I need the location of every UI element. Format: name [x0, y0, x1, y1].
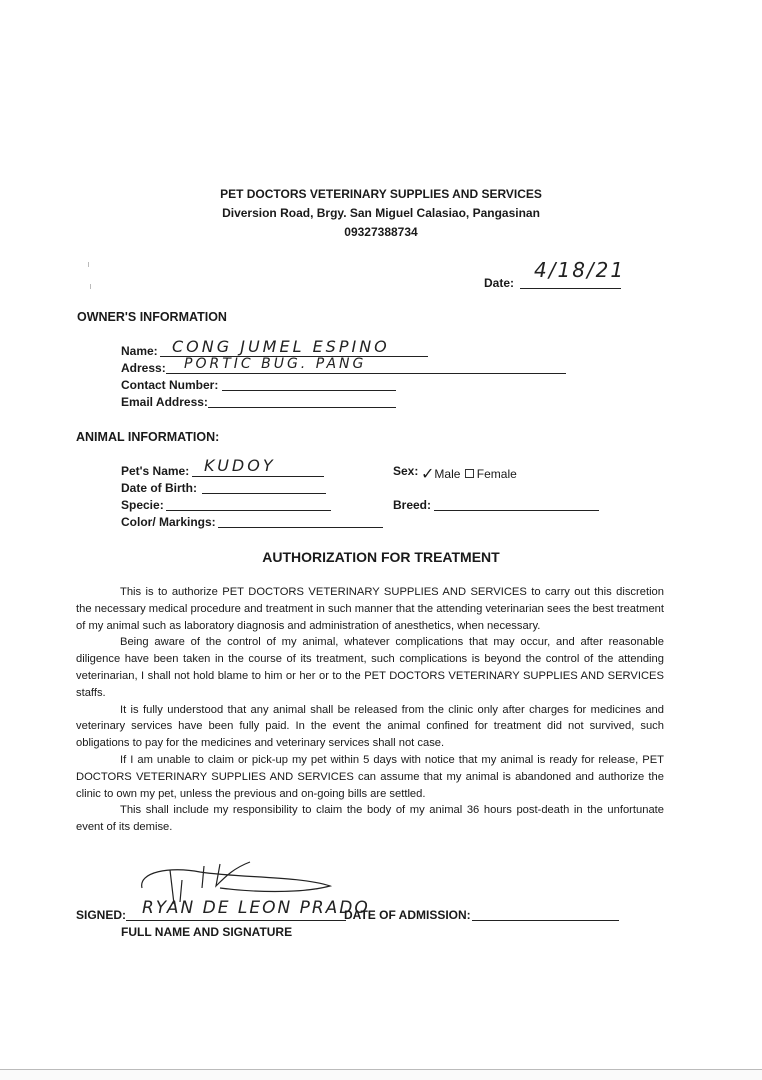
date-of-admission-line	[472, 920, 619, 921]
authorization-paragraph: It is fully understood that any animal shall be released from the clinic only after charges for medicines and veterinary services have been fully paid. In the event the animal confined for treatment did not survived, such obligations to pay for the medicines and veterinary services shall not case.	[76, 703, 664, 750]
signed-label: SIGNED:	[76, 908, 127, 922]
scan-mark	[88, 262, 92, 267]
business-phone: 09327388734	[344, 225, 418, 239]
animal-section-title: ANIMAL INFORMATION:	[76, 430, 220, 444]
specie-label: Specie:	[121, 498, 164, 512]
checkmark-icon: ✓	[421, 466, 435, 483]
scan-edge	[0, 1069, 762, 1080]
owner-address-label: Adress:	[121, 361, 166, 375]
checkbox-female	[465, 469, 474, 478]
scan-mark	[90, 284, 94, 289]
specie-line	[166, 510, 331, 511]
signature-line	[126, 920, 346, 921]
contact-number-label: Contact Number:	[121, 378, 219, 392]
pet-name-value: KUDOY	[204, 456, 276, 475]
sex-label: Sex:	[393, 464, 419, 478]
dob-line	[202, 493, 326, 494]
email-label: Email Address:	[121, 395, 208, 409]
authorization-paragraph: This shall include my responsibility to claim the body of my animal 36 hours post-death in the unfortunate event of its demise.	[76, 804, 664, 834]
pet-name-line	[192, 476, 324, 477]
authorization-body	[76, 584, 664, 836]
authorization-paragraph: If I am unable to claim or pick-up my pet within 5 days with notice that my animal is ready for release, PET DOCTORS VETERINARY SUPPLIES AND SERVICES can assume that my animal is abandoned and authorize the clinic to own my pet, unless the previous and on-going bills are settled.	[76, 753, 664, 800]
signature-caption: FULL NAME AND SIGNATURE	[121, 925, 293, 939]
date-value: 4/18/21	[534, 258, 626, 282]
email-line	[208, 407, 396, 408]
breed-label: Breed:	[393, 498, 432, 512]
business-name: PET DOCTORS VETERINARY SUPPLIES AND SERVICES	[220, 187, 542, 201]
owner-section-title: OWNER'S INFORMATION	[77, 310, 227, 324]
date-of-admission-label: DATE OF ADMISSION:	[344, 908, 471, 922]
business-address: Diversion Road, Brgy. San Miguel Calasiao, Pangasinan	[222, 206, 540, 220]
authorization-paragraph: Being aware of the control of my animal, whatever complications that may occur, and after reasonable diligence have been taken in the course of its treatment, such complications is beyond the control of the attending veterinarian, I shall not hold blame to him or her or to the PET DOCTORS VETERINARY SUPPLIES AND SERVICES staffs.	[76, 636, 664, 699]
date-label: Date:	[484, 276, 515, 290]
sex-female-option: Female	[476, 467, 517, 481]
owner-address-value: PORTIC BUG. PANG	[184, 356, 367, 372]
breed-line	[434, 510, 599, 511]
contact-number-line	[222, 390, 396, 391]
signed-name-value: RYAN DE LEON PRADO	[142, 898, 370, 918]
authorization-title: AUTHORIZATION FOR TREATMENT	[262, 549, 500, 565]
date-line	[520, 288, 621, 289]
owner-name-label: Name:	[121, 344, 158, 358]
sex-options	[421, 463, 517, 483]
owner-address-line	[166, 373, 566, 374]
pet-name-label: Pet's Name:	[121, 464, 190, 478]
owner-name-value: CONG JUMEL ESPINO	[172, 337, 390, 356]
sex-male-option: Male	[434, 467, 461, 481]
dob-label: Date of Birth:	[121, 481, 197, 495]
authorization-paragraph: This is to authorize PET DOCTORS VETERINARY SUPPLIES AND SERVICES to carry out this discretion the necessary medical procedure and treatment in such manner that the attending veterinarian sees the best treatment of my animal such as laboratory diagnosis and administration of anesthetics, when necessary.	[76, 586, 664, 632]
color-markings-label: Color/ Markings:	[121, 515, 216, 529]
color-markings-line	[218, 527, 383, 528]
